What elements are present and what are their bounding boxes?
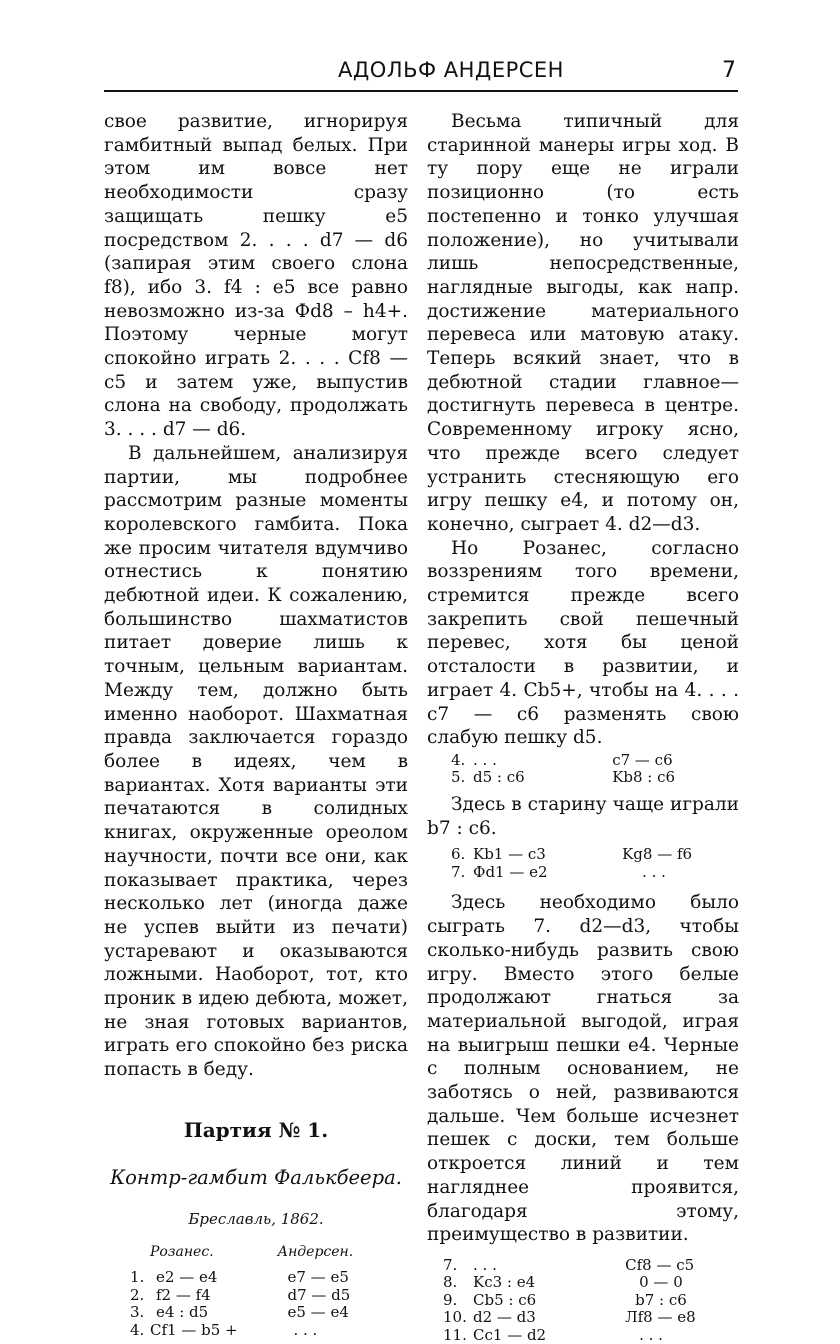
white-move: Фd1 — e2 <box>473 862 548 881</box>
paragraph: Но Розанес, согласно воззрениям того времени, стремится прежде всего закрепить свой пешечный перевес, хотя бы ценой отсталости в развитии, и играет 4. Cb5+, чтобы на 4. . . . c7 — c6 разменять свою слабую пешку d5. <box>427 537 739 749</box>
move-row <box>130 1269 375 1287</box>
move-number: 7. <box>451 862 466 881</box>
move-row <box>451 846 711 864</box>
move-row <box>130 1304 375 1322</box>
white-move: Cc1 — d2 <box>473 1325 547 1344</box>
page-number: 7 <box>722 58 736 83</box>
right-text <box>427 110 739 750</box>
black-move: . . . <box>639 1325 663 1344</box>
note <box>427 793 739 840</box>
white-move: Cb5 : c6 <box>473 1290 537 1309</box>
black-move: e7 — e5 <box>287 1268 349 1287</box>
black-move: d7 — d5 <box>287 1285 351 1304</box>
game-title: Партия № 1. <box>183 1117 329 1142</box>
paragraph: свое развитие, игнорируя гамбитный выпад белых. При этом им вовсе нет необходимости сразу защищать пешку e5 посредством 2. . . . d7 — d6 (запирая этим своего слона f8), ибо 3. f4 : e5 все равно невозможно из-за Фd8 – h4+. Поэтому черные могут спокойно играть 2. . . . Cf8 — c5 и затем уже, выпустив слона на свободу, продолжать 3. . . . d7 — d6. <box>104 111 408 441</box>
white-move: d5 : c6 <box>473 768 525 787</box>
move-row <box>451 752 701 770</box>
running-title: АДОЛЬФ АНДЕРСЕН <box>338 58 564 82</box>
players-row <box>130 1244 375 1262</box>
white-move: e2 — e4 <box>156 1268 218 1287</box>
black-move: Kb8 : c6 <box>612 768 676 787</box>
black-move: Лf8 — e8 <box>625 1308 696 1327</box>
white-player: Розанес. <box>150 1243 214 1260</box>
right-column <box>427 110 739 1344</box>
white-move: e4 : d5 <box>156 1303 209 1322</box>
page-header <box>104 58 738 92</box>
opening-name: Контр-гамбит Фалькбеера. <box>110 1165 402 1189</box>
move-number: 1. <box>130 1268 145 1287</box>
black-move: . . . <box>642 862 666 881</box>
move-row <box>443 1292 713 1310</box>
black-move: e5 — e4 <box>287 1303 349 1322</box>
move-number: 4. <box>130 1320 145 1339</box>
black-move: 0 — 0 <box>639 1273 683 1292</box>
move-row <box>443 1257 713 1275</box>
white-move: Kc3 : e4 <box>473 1273 536 1292</box>
move-row <box>451 769 701 787</box>
move-number: 8. <box>443 1273 458 1292</box>
moves-table <box>443 1257 713 1344</box>
move-row <box>130 1287 375 1305</box>
move-row <box>443 1274 713 1292</box>
moves-table <box>451 752 701 787</box>
move-number: 9. <box>443 1290 458 1309</box>
white-move: f2 — f4 <box>156 1285 211 1304</box>
white-move: . . . <box>473 750 497 769</box>
move-row <box>451 864 711 882</box>
paragraph: В дальнейшем, анализируя партии, мы подробнее рассмотрим разные моменты королевского гамбита. Пока же просим читателя вдумчиво отнестись к понятию дебютной идеи. К сожалению, большинство шахматистов питает доверие лишь к точным, цельным вариантам. Между тем, должно быть именно наоборот. Шахматная правда заключается гораздо более в идеях, чем в вариантах. Хотя варианты эти печатаются в солидных книгах, окруженные ореолом научности, почти все они, как показывает практика, через несколько лет (иногда даже не успев выйти из печати) устаревают и оказываются ложными. Наоборот, тот, кто проник в идею дебюта, может, не зная готовых вариантов, играть его спокойно без риска попасть в беду. <box>104 442 408 1081</box>
black-player: Андерсен. <box>277 1243 354 1260</box>
moves-table <box>130 1244 375 1340</box>
black-move: Kg8 — f6 <box>622 845 693 864</box>
place-date: Бреславль, 1862. <box>188 1209 324 1228</box>
move-number: 3. <box>130 1303 145 1322</box>
move-row <box>130 1322 375 1340</box>
move-number: 7. <box>443 1255 458 1274</box>
move-number: 5. <box>451 768 466 787</box>
black-move: . . . <box>293 1320 318 1339</box>
paragraph: Здесь необходимо было сыграть 7. d2—d3, чтобы сколько-нибудь развить свою игру. Вместо этого белые продолжают гнаться за материальной выгодой, играя на выигрыш пешки e4. Черные с полным основанием, не заботясь о ней, развиваются дальше. Чем больше исчезнет пешек с доски, тем больше откроется линий и тем нагляднее проявится, благодаря этому, преимущество в развитии. <box>427 892 739 1246</box>
left-column <box>104 110 408 1339</box>
white-move: d2 — d3 <box>473 1308 536 1327</box>
black-move: Cf8 — c5 <box>625 1255 695 1274</box>
move-number: 10. <box>443 1308 467 1327</box>
move-row <box>443 1309 713 1327</box>
note <box>427 891 739 1247</box>
white-move: Cf1 — b5 + <box>150 1320 238 1339</box>
black-move: b7 : c6 <box>635 1290 687 1309</box>
moves-table <box>451 846 711 881</box>
move-row <box>443 1327 713 1344</box>
move-number: 4. <box>451 750 466 769</box>
move-number: 6. <box>451 845 466 864</box>
paragraph: Весьма типичный для старинной манеры игры ход. В ту пору еще не играли позиционно (то есть постепенно и тонко улучшая положение), но учитывали лишь непосредственные, наглядные выгоды, как напр. достижение материального перевеса или матовую атаку. Теперь всякий знает, что в дебютной стадии главное—достигнуть перевеса в центре. Современному игроку ясно, что прежде всего следует устранить стесняющую его игру пешку e4, и потому он, конечно, сыграет 4. d2—d3. <box>427 111 739 535</box>
black-move: c7 — c6 <box>612 750 673 769</box>
white-move: . . . <box>473 1255 497 1274</box>
move-number: 11. <box>443 1325 467 1344</box>
paragraph: Здесь в старину чаще играли b7 : c6. <box>427 793 739 839</box>
move-number: 2. <box>130 1285 145 1304</box>
white-move: Kb1 — c3 <box>473 845 546 864</box>
left-text <box>104 110 408 1082</box>
